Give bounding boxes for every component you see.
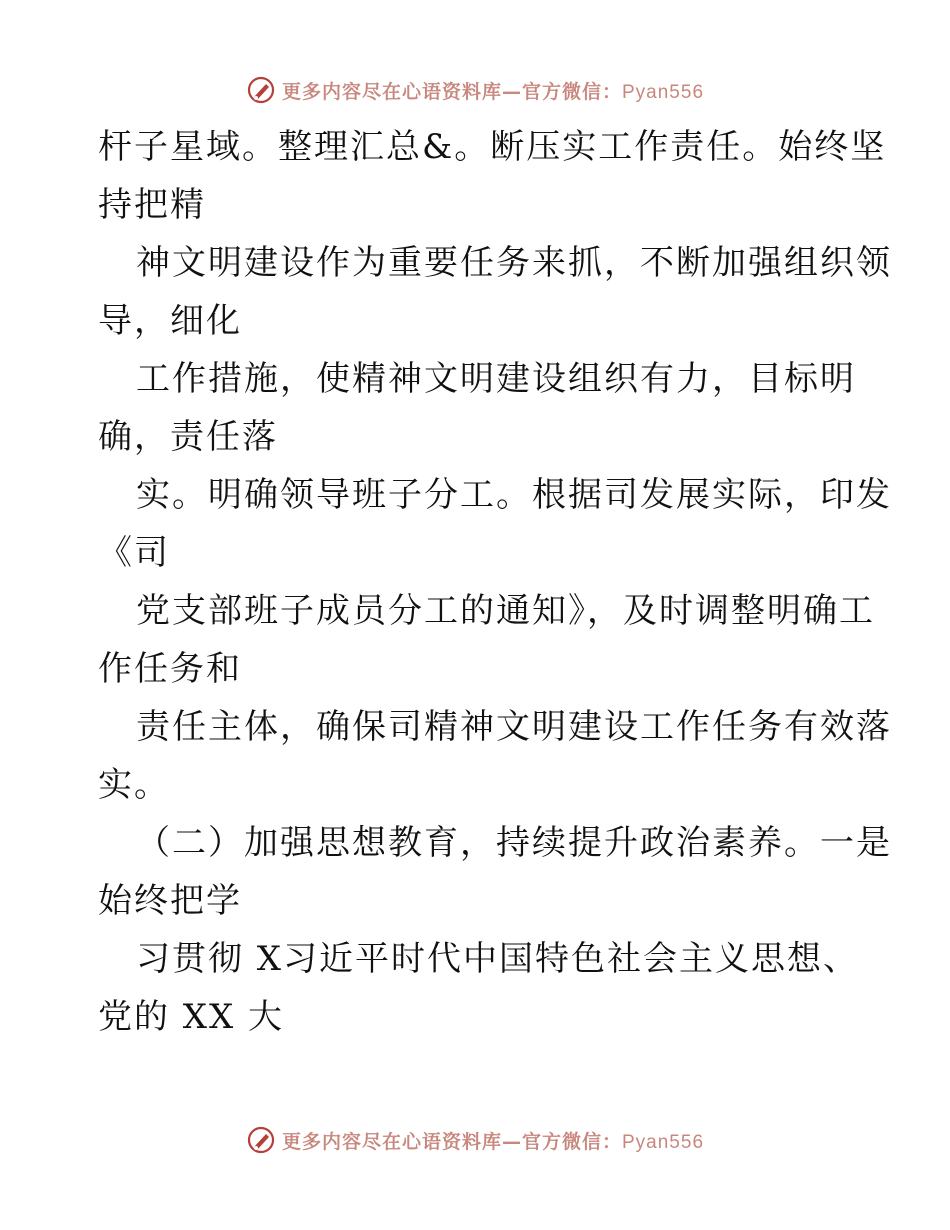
watermark-text: 更多内容尽在心语资料库—官方微信：Pyan556	[281, 1130, 705, 1153]
text-line: 责任主体，确保司精神文明建设工作任务有效落	[136, 707, 892, 747]
pen-logo-icon	[246, 1125, 276, 1155]
text-line: 作任务和	[98, 649, 242, 689]
text-line: （二）加强思想教育，持续提升政治素养。一是	[136, 823, 892, 863]
text-line: 实。	[98, 765, 170, 805]
text-line: 持把精	[98, 185, 206, 225]
text-line: 杆子星域。整理汇总&。断压实工作责任。始终坚	[98, 127, 887, 167]
text-line: 习贯彻 X习近平时代中国特色社会主义思想、	[136, 939, 860, 979]
text-line: 确，责任落	[98, 417, 278, 457]
text-line: 始终把学	[98, 881, 242, 921]
text-line: 党支部班子成员分工的通知》，及时调整明确工	[136, 591, 875, 631]
pen-logo-icon	[246, 75, 276, 105]
text-line: 实。明确领导班子分工。根据司发展实际，印发	[136, 475, 892, 515]
header-watermark	[0, 70, 950, 110]
footer-watermark	[0, 1120, 950, 1160]
text-line: 导，细化	[98, 301, 242, 341]
text-line: 《司	[98, 533, 170, 573]
text-line: 工作措施，使精神文明建设组织有力，目标明	[136, 359, 856, 399]
text-line: 神文明建设作为重要任务来抓，不断加强组织领	[136, 243, 892, 283]
watermark-text: 更多内容尽在心语资料库—官方微信：Pyan556	[281, 80, 705, 103]
text-line: 党的 XX 大	[98, 997, 285, 1037]
